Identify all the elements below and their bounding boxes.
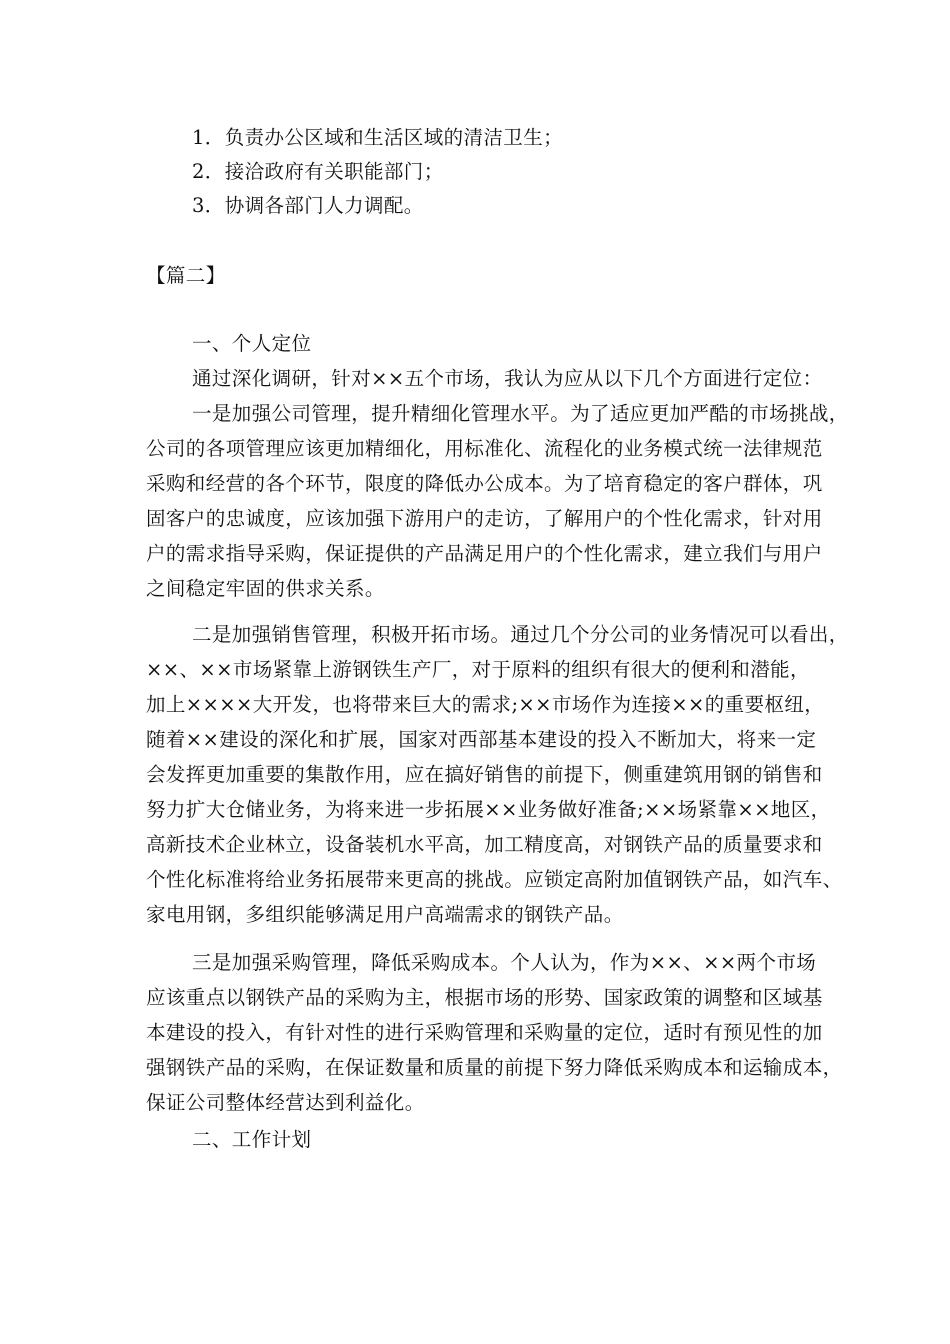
section-title: 【篇二】 bbox=[146, 264, 226, 287]
paragraph-line: ××、××市场紧靠上游钢铁生产厂，对于原料的组织有很大的便利和潜能， bbox=[146, 658, 810, 681]
paragraph-line: 一是加强公司管理，提升精细化管理水平。为了适应更加严酷的市场挑战， bbox=[192, 402, 849, 425]
paragraph-line: 公司的各项管理应该更加精细化，用标准化、流程化的业务模式统一法律规范 bbox=[146, 437, 823, 460]
paragraph-line: 保证公司整体经营达到利益化。 bbox=[146, 1091, 425, 1114]
paragraph-line: 本建设的投入，有针对性的进行采购管理和采购量的定位，适时有预见性的加 bbox=[146, 1021, 823, 1044]
list-item: 1．负责办公区域和生活区域的清洁卫生； bbox=[192, 126, 564, 149]
paragraph-line: 通过深化调研，针对××五个市场，我认为应从以下几个方面进行定位： bbox=[192, 367, 823, 390]
paragraph-line: 随着××建设的深化和扩展，国家对西部基本建设的投入不断加大，将来一定 bbox=[146, 728, 817, 751]
paragraph-line: 之间稳定牢固的供求关系。 bbox=[146, 577, 385, 600]
paragraph-line: 固客户的忠诚度，应该加强下游用户的走访，了解用户的个性化需求，针对用 bbox=[146, 507, 823, 530]
paragraph-line: 户的需求指导采购，保证提供的产品满足用户的个性化需求，建立我们与用户 bbox=[146, 542, 823, 565]
paragraph-line: 高新技术企业林立，设备装机水平高，加工精度高，对钢铁产品的质量要求和 bbox=[146, 833, 823, 856]
paragraph-line: 三是加强采购管理，降低采购成本。个人认为，作为××、××两个市场 bbox=[192, 951, 817, 974]
paragraph-line: 会发挥更加重要的集散作用，应在搞好销售的前提下，侧重建筑用钢的销售和 bbox=[146, 763, 823, 786]
paragraph-line: 二是加强销售管理，积极开拓市场。通过几个分公司的业务情况可以看出， bbox=[192, 623, 849, 646]
section-heading: 二、工作计划 bbox=[192, 1128, 312, 1151]
paragraph-line: 个性化标准将给业务拓展带来更高的挑战。应锁定高附加值钢铁产品，如汽车、 bbox=[146, 868, 843, 891]
list-item: 3．协调各部门人力调配。 bbox=[192, 194, 424, 217]
paragraph-line: 努力扩大仓储业务，为将来进一步拓展××业务做好准备;××场紧靠××地区， bbox=[146, 798, 831, 821]
section-heading: 一、个人定位 bbox=[192, 332, 312, 355]
paragraph-line: 家电用钢，多组织能够满足用户高端需求的钢铁产品。 bbox=[146, 903, 624, 926]
paragraph-line: 采购和经营的各个环节，限度的降低办公成本。为了培育稳定的客户群体，巩 bbox=[146, 472, 823, 495]
list-item: 2．接洽政府有关职能部门； bbox=[192, 160, 444, 183]
paragraph-line: 加上××××大开发，也将带来巨大的需求;××市场作为连接××的重要枢纽， bbox=[146, 693, 825, 716]
paragraph-line: 强钢铁产品的采购，在保证数量和质量的前提下努力降低采购成本和运输成本， bbox=[146, 1056, 843, 1079]
paragraph-line: 应该重点以钢铁产品的采购为主，根据市场的形势、国家政策的调整和区域基 bbox=[146, 986, 823, 1009]
